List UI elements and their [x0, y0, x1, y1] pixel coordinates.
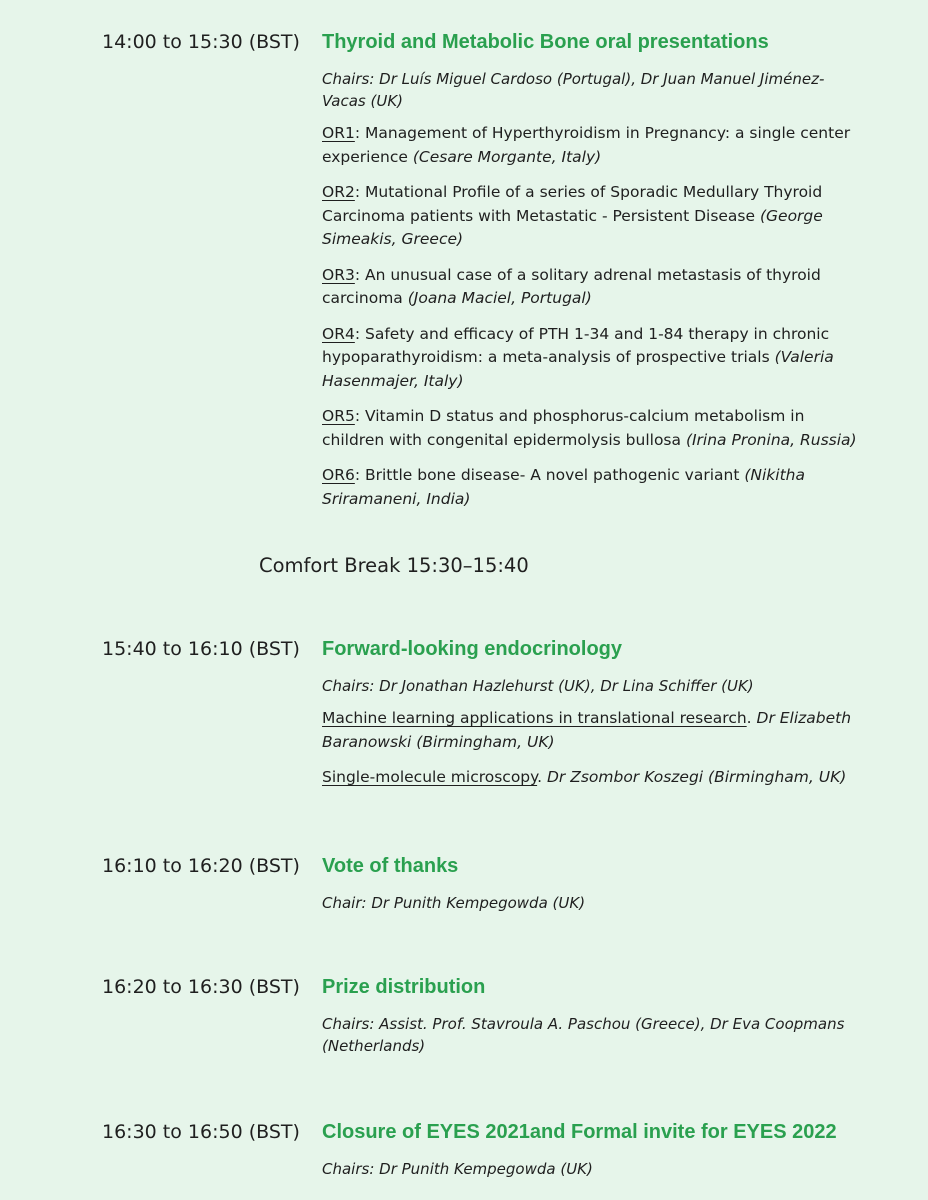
comfort-break: Comfort Break 15:30–15:40 — [259, 554, 529, 577]
talk-separator: . — [537, 768, 547, 786]
session-content — [322, 30, 862, 523]
session-title: Thyroid and Metabolic Bone oral presentations — [322, 31, 769, 53]
abstract-title: : Management of Hyperthyroidism in Pregnancy: a single center experience — [322, 124, 851, 166]
talk-speaker: Dr Elizabeth Baranowski (Birmingham, UK) — [322, 709, 852, 751]
session-chairs: Chairs: Dr Jonathan Hazlehurst (UK), Dr Lina Schiffer (UK) — [322, 677, 754, 695]
list-item — [322, 323, 862, 394]
abstract-link-or6[interactable]: OR6 — [322, 466, 355, 484]
session-title: Prize distribution — [322, 976, 486, 998]
session-content — [322, 637, 862, 802]
list-item — [322, 405, 862, 452]
abstract-author: (Joana Maciel, Portugal) — [407, 289, 592, 307]
session-title: Forward-looking endocrinology — [322, 638, 622, 660]
talk-speaker: Dr Zsombor Koszegi (Birmingham, UK) — [546, 768, 847, 786]
session-content — [322, 1120, 862, 1190]
abstract-title: : Safety and efficacy of PTH 1-34 and 1-84 therapy in chronic hypoparathyroidism: a meta-analysis of prospective trials — [322, 324, 830, 366]
abstract-author: (Nikitha Sriramaneni, India) — [322, 466, 805, 508]
abstract-link-or1[interactable]: OR1 — [322, 124, 355, 142]
session-title: Vote of thanks — [322, 855, 459, 877]
session-chairs: Chairs: Dr Luís Miguel Cardoso (Portugal), Dr Juan Manuel Jiménez-Vacas (UK) — [322, 70, 825, 110]
session-chairs: Chairs: Assist. Prof. Stavroula A. Paschou (Greece), Dr Eva Coopmans (Netherlands) — [322, 1015, 845, 1055]
abstract-link-or2[interactable]: OR2 — [322, 183, 355, 201]
abstract-link-or4[interactable]: OR4 — [322, 324, 355, 343]
session-time: 16:30 to 16:50 (BST) — [102, 1121, 300, 1143]
session-time: 16:20 to 16:30 (BST) — [102, 976, 300, 998]
session-content — [322, 854, 862, 924]
session-title: Closure of EYES 2021and Formal invite for EYES 2022 — [322, 1121, 837, 1143]
abstract-author: (Cesare Morgante, Italy) — [412, 147, 602, 166]
session-chairs: Chairs: Dr Punith Kempegowda (UK) — [322, 1160, 593, 1178]
abstract-author: (Irina Pronina, Russia) — [685, 430, 857, 449]
abstract-title: : An unusual case of a solitary adrenal metastasis of thyroid carcinoma — [322, 265, 821, 307]
list-item — [322, 264, 862, 311]
talk-separator: . — [746, 709, 757, 727]
talk-link[interactable]: Single-molecule microscopy — [322, 768, 538, 786]
abstract-author: (Valeria Hasenmajer, Italy) — [322, 348, 834, 390]
abstract-title: : Mutational Profile of a series of Sporadic Medullary Thyroid Carcinoma patients with Metastatic - Persistent Disease — [322, 183, 823, 225]
session-content — [322, 975, 862, 1067]
abstract-link-or5[interactable]: OR5 — [322, 407, 355, 425]
abstract-title: : Brittle bone disease- A novel pathogenic variant — [354, 466, 745, 484]
list-item — [322, 464, 862, 511]
list-item — [322, 766, 862, 790]
abstract-author: (George Simeakis, Greece) — [322, 206, 823, 248]
abstract-title: : Vitamin D status and phosphorus-calcium metabolism in children with congenital epidermolysis bullosa — [322, 407, 805, 449]
list-item — [322, 707, 862, 754]
session-chairs: Chair: Dr Punith Kempegowda (UK) — [322, 894, 586, 912]
list-item — [322, 122, 862, 169]
abstract-link-or3[interactable]: OR3 — [322, 265, 355, 284]
session-time: 16:10 to 16:20 (BST) — [102, 855, 300, 877]
session-time: 15:40 to 16:10 (BST) — [102, 638, 300, 660]
session-time: 14:00 to 15:30 (BST) — [102, 31, 300, 53]
talk-link[interactable]: Machine learning applications in translational research — [322, 709, 747, 727]
list-item — [322, 181, 862, 252]
